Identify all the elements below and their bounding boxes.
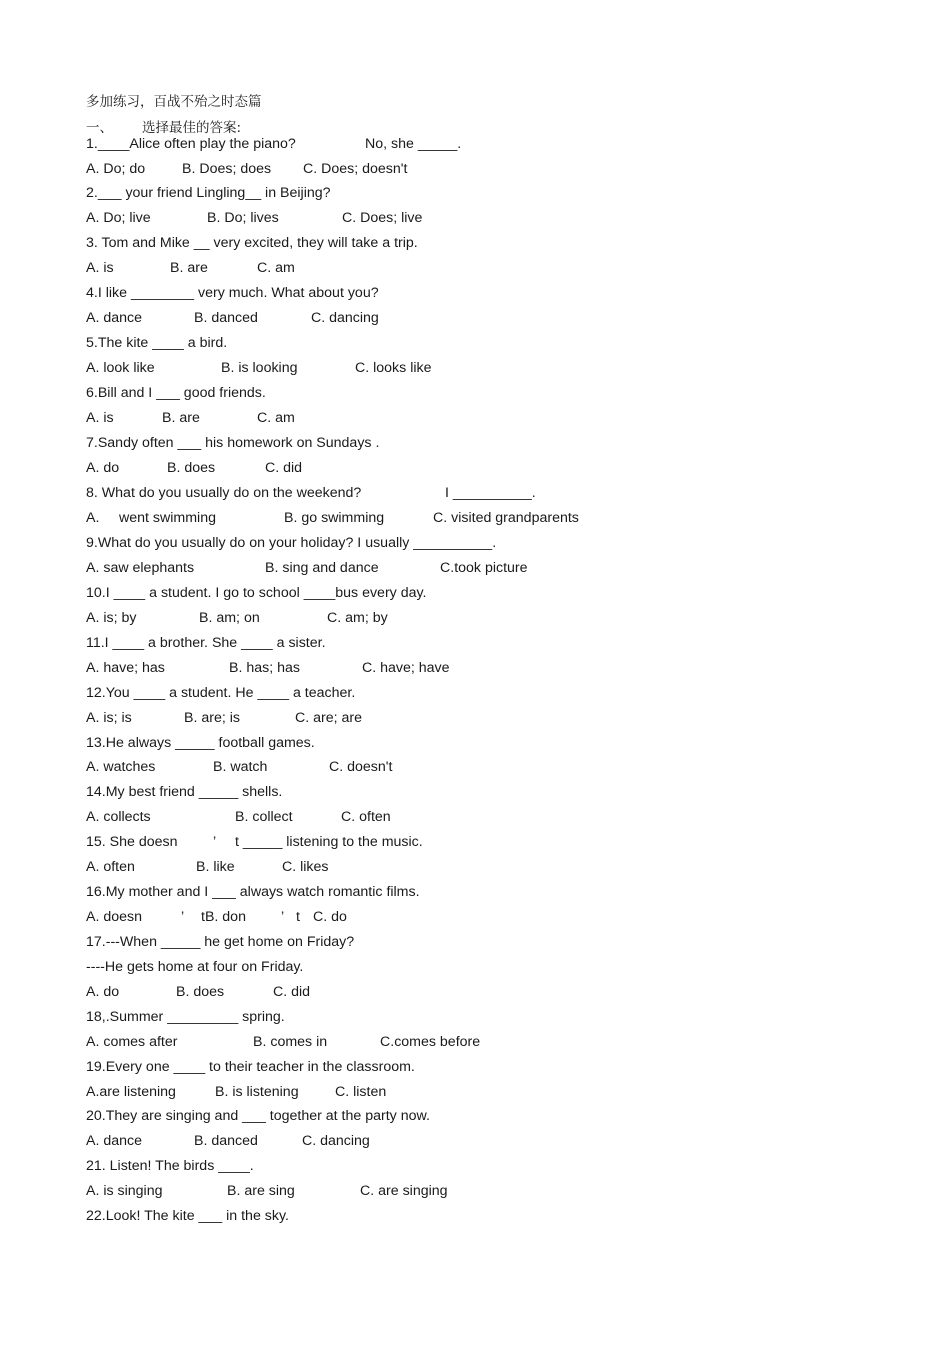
line-text: 5.The kite ____ a bird. <box>86 335 228 351</box>
line-segment: A. look like <box>86 360 155 376</box>
line-text: 12.You ____ a student. He ____ a teacher. <box>86 685 356 701</box>
line-segment: B. go swimming <box>284 510 385 526</box>
line-segment: C. Does; doesn't <box>303 161 408 177</box>
line-segment: B. are sing <box>227 1183 295 1199</box>
line-segment: t <box>296 909 300 925</box>
document-title: 多加练习，百战不殆之时态篇 <box>86 94 262 110</box>
line-segment: A. often <box>86 859 135 875</box>
line-text: 17.---When _____ he get home on Friday? <box>86 934 355 950</box>
line-text: 13.He always _____ football games. <box>86 735 315 751</box>
line-segment: B. is looking <box>221 360 298 376</box>
line-segment: C. did <box>265 460 303 476</box>
line-segment: A. have; has <box>86 660 165 676</box>
line-segment: C. have; have <box>362 660 450 676</box>
line-segment: B. sing and dance <box>265 560 379 576</box>
line-segment: B. danced <box>194 310 258 326</box>
line-segment: C. often <box>341 809 391 825</box>
line-segment: B. am; on <box>199 610 260 626</box>
line-segment: C.took picture <box>440 560 528 576</box>
line-segment: A. do <box>86 984 120 1000</box>
line-segment: B. does <box>176 984 225 1000</box>
line-segment: B. comes in <box>253 1034 328 1050</box>
line-text: 11.I ____ a brother. She ____ a sister. <box>86 635 326 651</box>
line-segment: A. doesn <box>86 909 143 925</box>
line-segment: A. comes after <box>86 1034 178 1050</box>
line-text: 20.They are singing and ___ together at the party now. <box>86 1108 430 1124</box>
line-segment: A.are listening <box>86 1084 176 1100</box>
line-segment: B. are; is <box>184 710 240 726</box>
line-text: 14.My best friend _____ shells. <box>86 784 283 800</box>
line-segment: C. am; by <box>327 610 388 626</box>
line-segment: No, she _____. <box>365 136 462 152</box>
line-segment: C. Does; live <box>342 210 423 226</box>
line-segment: B. are <box>162 410 200 426</box>
line-segment: B. has; has <box>229 660 300 676</box>
line-segment: B. does <box>167 460 216 476</box>
line-segment: C. do <box>313 909 347 925</box>
line-segment: ’ <box>181 909 185 925</box>
line-segment: A. is; by <box>86 610 137 626</box>
line-segment: A. is <box>86 260 114 276</box>
line-segment: C. did <box>273 984 311 1000</box>
line-segment: A. watches <box>86 759 156 775</box>
line-segment: C. looks like <box>355 360 432 376</box>
line-segment: C. are singing <box>360 1183 448 1199</box>
line-text: 18,.Summer _________ spring. <box>86 1009 285 1025</box>
line-segment: 8. What do you usually do on the weekend? <box>86 485 362 501</box>
line-segment: 1.____Alice often play the piano? <box>86 136 296 152</box>
line-segment: B. Do; lives <box>207 210 279 226</box>
line-segment: A. is singing <box>86 1183 163 1199</box>
line-segment: C. visited grandparents <box>433 510 579 526</box>
line-text: 4.I like ________ very much. What about you? <box>86 285 379 301</box>
line-segment: ’ <box>213 834 217 850</box>
line-segment: B. danced <box>194 1133 258 1149</box>
line-segment: A. dance <box>86 1133 143 1149</box>
line-text: ----He gets home at four on Friday. <box>86 959 304 975</box>
line-segment: A. is <box>86 410 114 426</box>
line-segment: B. like <box>196 859 235 875</box>
line-text: 10.I ____ a student. I go to school ____bus every day. <box>86 585 427 601</box>
line-segment: C. am <box>257 410 295 426</box>
line-segment: A. collects <box>86 809 151 825</box>
line-segment: A. saw elephants <box>86 560 195 576</box>
line-segment: A. is; is <box>86 710 132 726</box>
line-segment: C. listen <box>335 1084 387 1100</box>
line-segment: 15. She doesn <box>86 834 178 850</box>
line-text: 2.___ your friend Lingling__ in Beijing? <box>86 185 331 201</box>
section-number: 一、 <box>86 120 113 136</box>
line-segment: I __________. <box>445 485 536 501</box>
line-segment: A. <box>86 510 100 526</box>
line-segment: C. likes <box>282 859 329 875</box>
line-segment: A. Do; do <box>86 161 146 177</box>
line-segment: B. watch <box>213 759 268 775</box>
line-segment: t _____ listening to the music. <box>235 834 423 850</box>
line-text: 6.Bill and I ___ good friends. <box>86 385 266 401</box>
line-segment: ’ <box>281 909 285 925</box>
line-segment: B. Does; does <box>182 161 272 177</box>
line-text: 21. Listen! The birds ____. <box>86 1158 254 1174</box>
line-text: 7.Sandy often ___ his homework on Sundays . <box>86 435 380 451</box>
line-segment: C. dancing <box>302 1133 370 1149</box>
line-segment: A. Do; live <box>86 210 151 226</box>
line-segment: C.comes before <box>380 1034 481 1050</box>
line-segment: C. am <box>257 260 295 276</box>
line-segment: B. are <box>170 260 208 276</box>
line-text: 16.My mother and I ___ always watch romantic films. <box>86 884 420 900</box>
line-text: 9.What do you usually do on your holiday? I usually __________. <box>86 535 497 551</box>
line-segment: C. are; are <box>295 710 363 726</box>
section-instruction: 选择最佳的答案: <box>142 120 242 136</box>
line-segment: B. collect <box>235 809 293 825</box>
line-text: 19.Every one ____ to their teacher in the classroom. <box>86 1059 415 1075</box>
line-text: 3. Tom and Mike __ very excited, they will take a trip. <box>86 235 418 251</box>
line-segment: went swimming <box>119 510 216 526</box>
line-segment: B. is listening <box>215 1084 299 1100</box>
line-segment: tB. don <box>201 909 246 925</box>
line-segment: C. doesn't <box>329 759 393 775</box>
line-segment: C. dancing <box>311 310 379 326</box>
line-text: 22.Look! The kite ___ in the sky. <box>86 1208 289 1224</box>
line-segment: A. dance <box>86 310 143 326</box>
line-segment: A. do <box>86 460 120 476</box>
